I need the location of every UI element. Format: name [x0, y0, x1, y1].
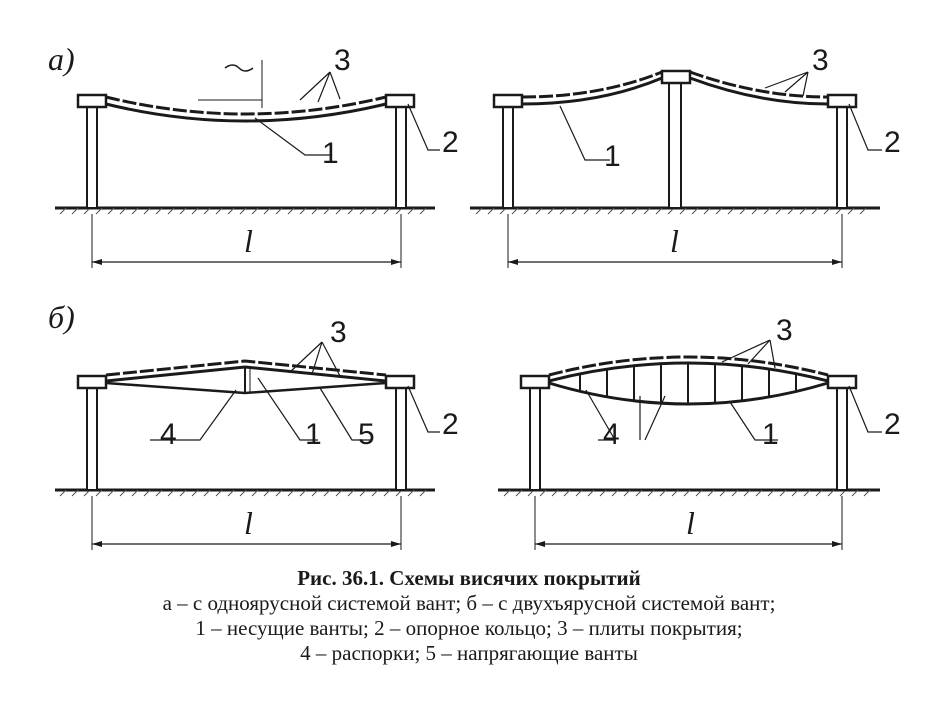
support-ring-right — [386, 95, 414, 107]
column-left — [87, 106, 97, 208]
label-5: 5 — [358, 418, 375, 451]
label-2: 2 — [442, 408, 459, 441]
column-left — [530, 388, 540, 490]
diagram-a-left — [48, 41, 459, 268]
diagram-a-right — [470, 44, 901, 268]
leader-3 — [765, 72, 808, 96]
span-label: l — [686, 505, 695, 541]
label-1: 1 — [322, 137, 339, 170]
label-3: 3 — [776, 314, 793, 347]
leader-1 — [560, 106, 610, 160]
support-ring-left — [494, 95, 522, 107]
caption-line-1: а – с одноярусной системой вант; б – с двухъярусной системой вант; — [162, 591, 776, 615]
label-2: 2 — [884, 126, 901, 159]
leader-4 — [586, 390, 665, 440]
span-label: l — [244, 505, 253, 541]
label-1: 1 — [762, 418, 779, 451]
figure-caption — [0, 566, 938, 666]
panel-label-b: б) — [48, 299, 75, 335]
span-label: l — [244, 223, 253, 259]
support-ring-right — [386, 376, 414, 388]
leader-2 — [408, 104, 440, 150]
column-right — [396, 106, 406, 208]
leader-2 — [408, 386, 440, 432]
caption-title: Рис. 36.1. Схемы висячих покрытий — [297, 566, 641, 590]
column-right — [396, 388, 406, 490]
support-ring-right — [828, 95, 856, 107]
column-center — [669, 82, 681, 208]
support-ring-center — [662, 71, 690, 83]
label-2: 2 — [884, 408, 901, 441]
support-ring-left — [78, 376, 106, 388]
label-3: 3 — [330, 316, 347, 349]
support-ring-left — [521, 376, 549, 388]
label-4: 4 — [603, 418, 620, 451]
deflection-symbol — [225, 65, 253, 71]
leader-2 — [849, 104, 882, 150]
label-3: 3 — [812, 44, 829, 77]
diagram-b-left — [48, 299, 459, 550]
column-left — [503, 106, 513, 208]
leader-1 — [255, 118, 330, 155]
label-3: 3 — [334, 44, 351, 77]
leader-2 — [849, 386, 882, 432]
caption-line-2: 1 – несущие ванты; 2 – опорное кольцо; 3 – плиты покрытия; — [195, 616, 743, 640]
column-right — [837, 388, 847, 490]
caption-line-3: 4 – распорки; 5 – напрягающие ванты — [300, 641, 638, 665]
panel-label-a: а) — [48, 41, 75, 77]
column-right — [837, 106, 847, 208]
support-ring-right — [828, 376, 856, 388]
support-ring-left — [78, 95, 106, 107]
label-2: 2 — [442, 126, 459, 159]
label-4: 4 — [160, 418, 177, 451]
span-label: l — [670, 223, 679, 259]
column-left — [87, 388, 97, 490]
label-1: 1 — [305, 418, 322, 451]
label-1: 1 — [604, 140, 621, 173]
diagram-b-right — [498, 314, 901, 550]
